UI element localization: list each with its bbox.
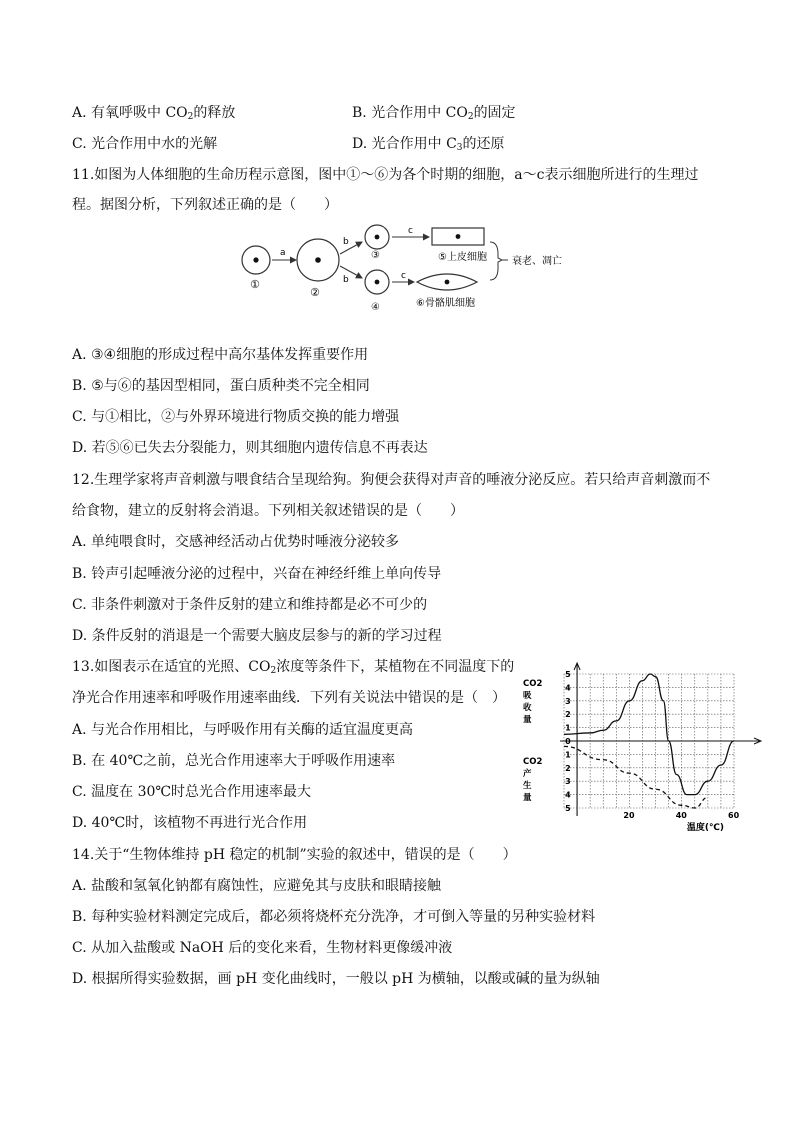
- y-tick-label: 4: [565, 790, 571, 800]
- y-tick-label: 1: [565, 750, 571, 760]
- q12-stem-line1: 12.生理学家将声音刺激与喂食结合呈现给狗。狗便会获得对声音的唾液分泌反应。若只给声音刺激而不: [72, 472, 711, 488]
- q10-option-d: [352, 134, 505, 158]
- y-axis-label-bottom: 生: [523, 781, 532, 791]
- y-axis-label-bottom: 量: [523, 793, 532, 803]
- arrow-b-lower-label: b: [343, 275, 349, 285]
- q10-option-c-text: C. 光合作用中水的光解: [72, 136, 218, 152]
- cell-5-label: ⑤上皮细胞: [438, 252, 487, 263]
- y-tick-label: 3: [565, 696, 571, 706]
- bracket: [490, 242, 502, 280]
- chart-ticks: [565, 670, 739, 820]
- cell-1-nucleus: [253, 257, 258, 262]
- q13-stem-line1-a: 13.如图表示在适宜的光照、CO: [72, 659, 271, 675]
- cell-5-nucleus: [456, 234, 461, 239]
- y-tick-label: 2: [565, 710, 571, 720]
- q10-option-a: [72, 103, 235, 127]
- q10-option-a-sub: 2: [187, 112, 194, 122]
- y-axis-label-bottom: CO2: [523, 757, 543, 767]
- cell-4-label: ④: [371, 302, 380, 313]
- q11-option-b: B. ⑤与⑥的基因型相同，蛋白质种类不完全相同: [72, 378, 370, 394]
- y-tick-label: 0: [565, 737, 571, 746]
- q12-option-c: C. 非条件刺激对于条件反射的建立和维持都是必不可少的: [72, 597, 428, 613]
- q14-option-b: B. 每种实验材料测定完成后，都必须将烧杯充分洗净，才可倒入等量的另种实验材料: [72, 909, 596, 925]
- q10-option-b-text: B. 光合作用中 CO: [352, 105, 468, 121]
- q13-stem-line1-b: 浓度等条件下，某植物在不同温度下的: [276, 659, 515, 675]
- x-tick-label: 60: [728, 811, 740, 820]
- q13-stem-line2: 净光合作用速率和呼吸作用速率曲线．下列有关说法中错误的是（ ）: [72, 690, 506, 706]
- q10-option-a-tail: 的释放: [193, 105, 236, 121]
- q13-stem-sub: 2: [270, 666, 277, 676]
- arrow-c-upper-label: c: [408, 226, 413, 236]
- x-tick-label: 40: [675, 811, 687, 820]
- arrow-a-label: a: [280, 248, 286, 258]
- arrow-c-lower-label: c: [401, 271, 406, 281]
- y-axis-label-top: 量: [523, 715, 532, 725]
- y-tick-label: 5: [565, 670, 571, 679]
- q13-option-a: A. 与光合作用相比，与呼吸作用有关酶的适宜温度更高: [72, 722, 414, 738]
- q14-option-d: D. 根据所得实验数据，画 pH 变化曲线时，一般以 pH 为横轴，以酸或碱的量为纵轴: [72, 971, 600, 987]
- q11-option-a: A. ③④细胞的形成过程中高尔基体发挥重要作用: [72, 347, 369, 363]
- q10-option-d-text: D. 光合作用中 C: [352, 136, 457, 152]
- q12-option-d: D. 条件反射的消退是一个需要大脑皮层参与的新的学习过程: [72, 628, 442, 644]
- q12-stem-line2: 给食物，建立的反射将会消退。下列相关叙述错误的是（ ）: [72, 503, 464, 519]
- respiration-curve: [564, 746, 708, 808]
- chart-y-labels: [523, 679, 542, 803]
- q11-option-c: C. 与①相比，②与外界环境进行物质交换的能力增强: [72, 409, 400, 425]
- fate-label: 衰老、凋亡: [512, 256, 562, 267]
- y-tick-label: 3: [565, 777, 571, 787]
- q10-option-d-tail: 的还原: [462, 136, 505, 152]
- q11-stem-line2: 程。据图分析，下列叙述正确的是（ ）: [72, 197, 338, 213]
- q13-option-d: D. 40℃时，该植物不再进行光合作用: [72, 815, 308, 831]
- q10-option-b-sub: 2: [467, 112, 474, 122]
- q10-option-b-tail: 的固定: [473, 105, 516, 121]
- q14-stem: 14.关于“生物体维持 pH 稳定的机制”实验的叙述中，错误的是（ ）: [72, 847, 517, 863]
- q11-stem-line1: 11.如图为人体细胞的生命历程示意图，图中①～⑥为各个时期的细胞，a～c表示细胞所进行的生理过: [72, 167, 699, 183]
- y-axis-label-bottom: 产: [523, 769, 532, 779]
- y-axis-label-top: CO2: [523, 679, 543, 689]
- cell-1-label: ①: [250, 278, 260, 291]
- x-tick-label: 20: [623, 811, 635, 820]
- q13-option-b: B. 在 40℃之前，总光合作用速率大于呼吸作用速率: [72, 753, 396, 769]
- q13-option-c: C. 温度在 30℃时总光合作用速率最大: [72, 784, 312, 800]
- y-tick-label: 5: [565, 804, 571, 813]
- chart-axes: [560, 663, 761, 816]
- q14-option-c: C. 从加入盐酸或 NaOH 后的变化来看，生物材料更像缓冲液: [72, 940, 453, 956]
- q10-option-d-sub: 3: [456, 143, 463, 153]
- q10-option-c: [72, 134, 217, 154]
- q12-option-a: A. 单纯喂食时，交感神经活动占优势时唾液分泌较多: [72, 534, 400, 550]
- y-tick-label: 2: [565, 763, 571, 773]
- chart-x-axis-label: 温度(℃): [686, 823, 725, 833]
- y-axis-label-top: 吸: [523, 691, 532, 701]
- q10-option-b: [352, 103, 516, 127]
- cell-3-label: ③: [371, 250, 380, 261]
- cell-6-label: ⑥骨骼肌细胞: [416, 298, 475, 309]
- cell-3-nucleus: [375, 235, 380, 240]
- q11-option-d: D. 若⑤⑥已失去分裂能力，则其细胞内遗传信息不再表达: [72, 440, 428, 456]
- y-tick-label: 1: [565, 723, 571, 733]
- arrow-b-upper-label: b: [343, 237, 349, 247]
- cell-2-nucleus: [315, 257, 321, 263]
- q14-option-a: A. 盐酸和氢氧化钠都有腐蚀性，应避免其与皮肤和眼睛接触: [72, 878, 442, 894]
- q10-option-a-text: A. 有氧呼吸中 CO: [72, 105, 188, 121]
- cell-4-nucleus: [375, 280, 380, 285]
- cell-6-nucleus: [445, 280, 450, 285]
- q12-option-b: B. 铃声引起唾液分泌的过程中，兴奋在神经纤维上单向传导: [72, 566, 442, 582]
- cell-2-label: ②: [310, 286, 320, 299]
- net-photosynthesis-curve: [564, 674, 734, 795]
- y-tick-label: 4: [565, 683, 571, 693]
- temperature-rate-chart: [518, 656, 768, 836]
- q13-stem-line1: [72, 657, 514, 681]
- y-axis-label-top: 收: [523, 703, 532, 713]
- cell-lifecycle-diagram: [236, 220, 566, 320]
